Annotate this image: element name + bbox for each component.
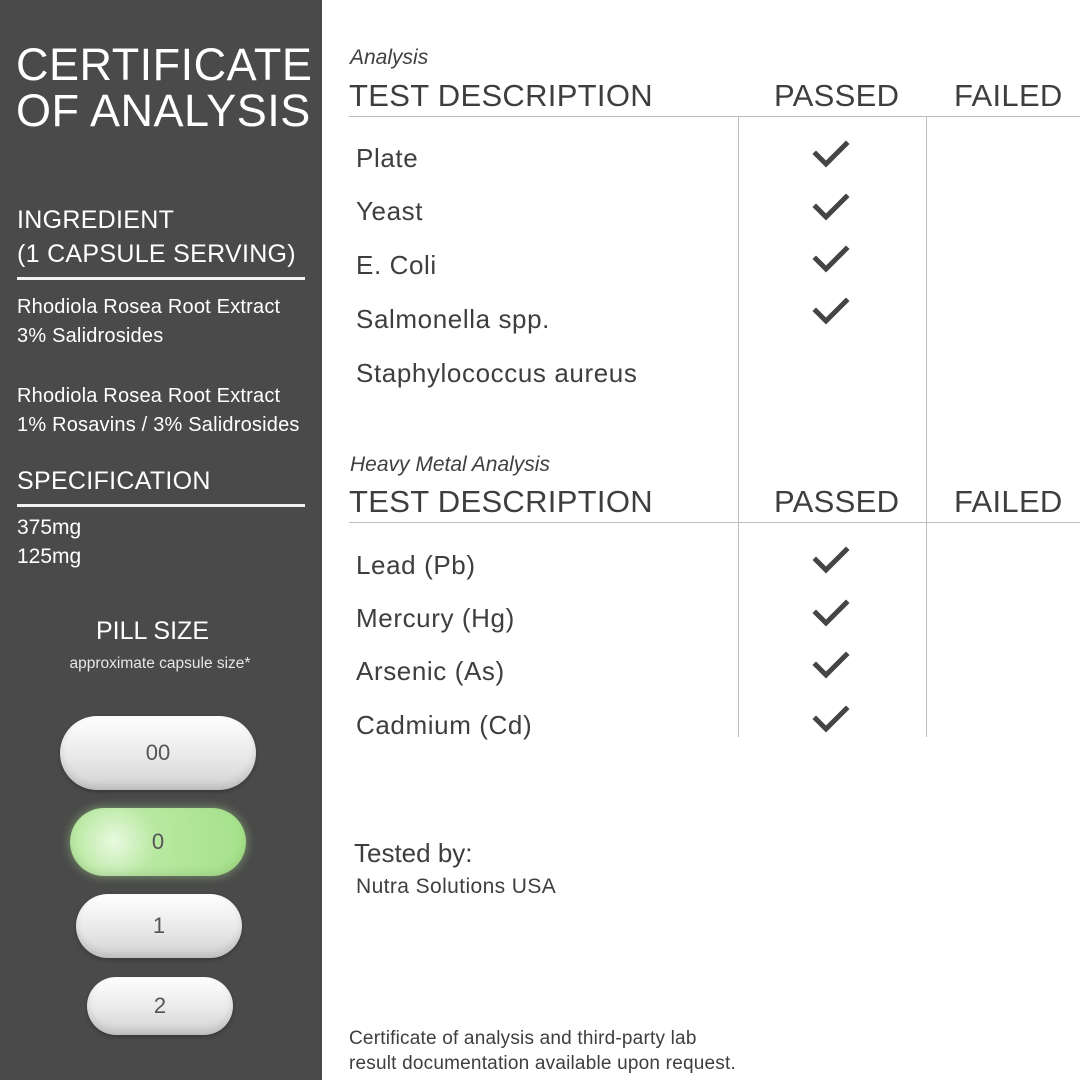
capsule-size-1: 1: [76, 894, 242, 958]
specification-values: [17, 513, 81, 571]
checkmark-icon: [812, 192, 850, 222]
test-name-e-coli: E. Coli: [356, 250, 437, 280]
tested-by-label: Tested by:: [354, 838, 473, 868]
specification-value: 125mg: [17, 545, 82, 568]
specification-heading: SPECIFICATION: [17, 464, 305, 507]
column-header-description: TEST DESCRIPTION: [349, 484, 653, 519]
pill-size-note: approximate capsule size*: [69, 655, 251, 672]
footer-note: [349, 1026, 736, 1076]
test-name-arsenic: Arsenic (As): [356, 656, 505, 686]
column-header-passed: PASSED: [774, 78, 900, 113]
column-divider: [926, 116, 927, 522]
ingredient-name: Rhodiola Rosea Root Extract: [17, 385, 281, 407]
checkmark-icon: [812, 244, 850, 274]
column-header-failed: FAILED: [954, 78, 1063, 113]
ingredient-heading: [17, 203, 305, 280]
test-name-staphylococcus: Staphylococcus aureus: [356, 358, 638, 388]
column-divider: [738, 522, 739, 737]
test-name-yeast: Yeast: [356, 196, 424, 226]
pill-size-heading: PILL SIZE: [95, 617, 209, 645]
column-header-failed: FAILED: [954, 484, 1063, 519]
column-divider: [926, 522, 927, 737]
test-name-lead: Lead (Pb): [356, 550, 476, 580]
ingredient-detail: 3% Salidrosides: [17, 325, 164, 347]
ingredient-heading-line: INGREDIENT: [17, 206, 175, 234]
certificate-title: [16, 39, 316, 136]
checkmark-icon: [812, 545, 850, 575]
table-divider: [349, 522, 1080, 523]
heavy-metal-section-label: Heavy Metal Analysis: [350, 453, 550, 476]
capsule-size-0-highlighted: 0: [70, 808, 246, 876]
ingredient-name: Rhodiola Rosea Root Extract: [17, 296, 281, 318]
specification-value: 375mg: [17, 516, 82, 539]
checkmark-icon: [812, 650, 850, 680]
column-divider: [738, 116, 739, 522]
footer-line: Certificate of analysis and third-party lab: [349, 1028, 697, 1049]
ingredient-heading-line: (1 CAPSULE SERVING): [17, 240, 296, 268]
test-name-cadmium: Cadmium (Cd): [356, 710, 533, 740]
checkmark-icon: [812, 704, 850, 734]
checkmark-icon: [812, 598, 850, 628]
analysis-section-label: Analysis: [350, 46, 429, 69]
capsule-size-2: 2: [87, 977, 233, 1035]
ingredient-item: [17, 382, 322, 440]
footer-line: result documentation available upon request.: [349, 1053, 736, 1074]
tested-by-lab: Nutra Solutions USA: [356, 875, 557, 898]
column-header-description: TEST DESCRIPTION: [349, 78, 653, 113]
test-name-salmonella: Salmonella spp.: [356, 304, 550, 334]
test-name-mercury: Mercury (Hg): [356, 603, 515, 633]
test-name-plate: Plate: [356, 143, 419, 173]
checkmark-icon: [812, 296, 850, 326]
checkmark-icon: [812, 139, 850, 169]
ingredient-detail: 1% Rosavins / 3% Salidrosides: [17, 414, 300, 436]
left-panel: [0, 0, 322, 1080]
table-divider: [349, 116, 1080, 117]
certificate-title-line: OF ANALYSIS: [16, 85, 311, 136]
capsule-size-00: 00: [60, 716, 256, 790]
ingredient-item: [17, 293, 322, 351]
column-header-passed: PASSED: [774, 484, 900, 519]
certificate-title-line: CERTIFICATE: [16, 39, 313, 90]
